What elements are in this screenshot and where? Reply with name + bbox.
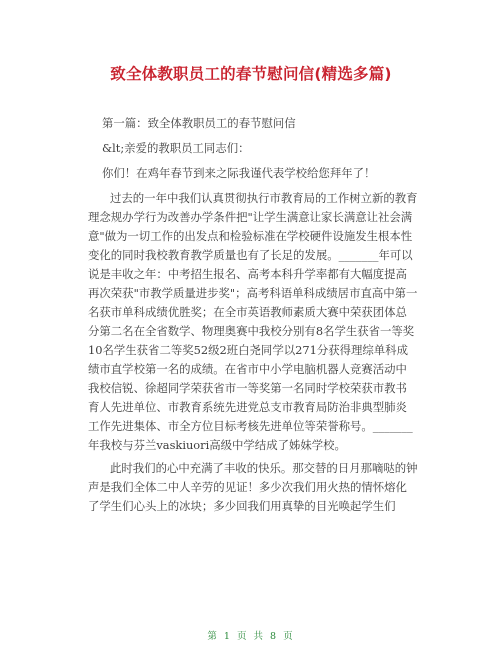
page-footer: 第 1 页 共 8 页 (207, 631, 295, 642)
greeting: 你们！在鸡年春节到来之际我谨代表学校给您拜年了！ (102, 166, 376, 180)
paragraph-1: 过去的一年中我们认真贯彻执行市教育局的工作树立新的教育理念规办学行为改善办学条件把"让学生满意让家长满意让社会满意"做为一切工作的出发点和检验标准在学校硬件设施发生根本性变化的同时我校教育教学质量也有了长足的发展。_______年可以说是丰收之年：中考招生报名、高考本科升学率都有大幅度提高再次荣获"市教学质量进步奖"；高考科语单科成绩居市直高中第一名获市单科成绩优胜奖；在全市英语教师素质大赛中荣获团体总分第二名在全省数学、物理奥赛中我校分别有8名学生获省一等奖10名学生获省二等奖52级2班白尧同学以271分获得理综单科成绩市直学校第一名的成绩。在省市中小学电脑机器人竞赛活动中我校信锐、徐超同学荣获省市一等奖第一名同时学校荣获市教书育人先进单位、市教育系统先进党总支市教育局防治非典型肺炎工作先进集体、市全方位目标考核先进单位等荣誉称号。_______年我校与芬兰vaskiuori高级中学结成了姊妹学校。 (88, 191, 418, 452)
paragraph-2: 此时我们的心中充满了丰收的快乐。那交替的日月那嘀哒的钟声是我们全体二中人辛劳的见证！多少次我们用火热的情怀熔化了学生们心头上的冰块；多少回我们用真挚的目光唤起学生们 (88, 461, 418, 513)
salutation: &lt;亲爱的教职员工同志们： (102, 141, 250, 155)
document-body (88, 114, 418, 520)
page-title: 致全体教职员工的春节慰问信(精选多篇) (110, 65, 392, 83)
heading-line: 第一篇：致全体教职员工的春节慰问信 (102, 116, 296, 130)
